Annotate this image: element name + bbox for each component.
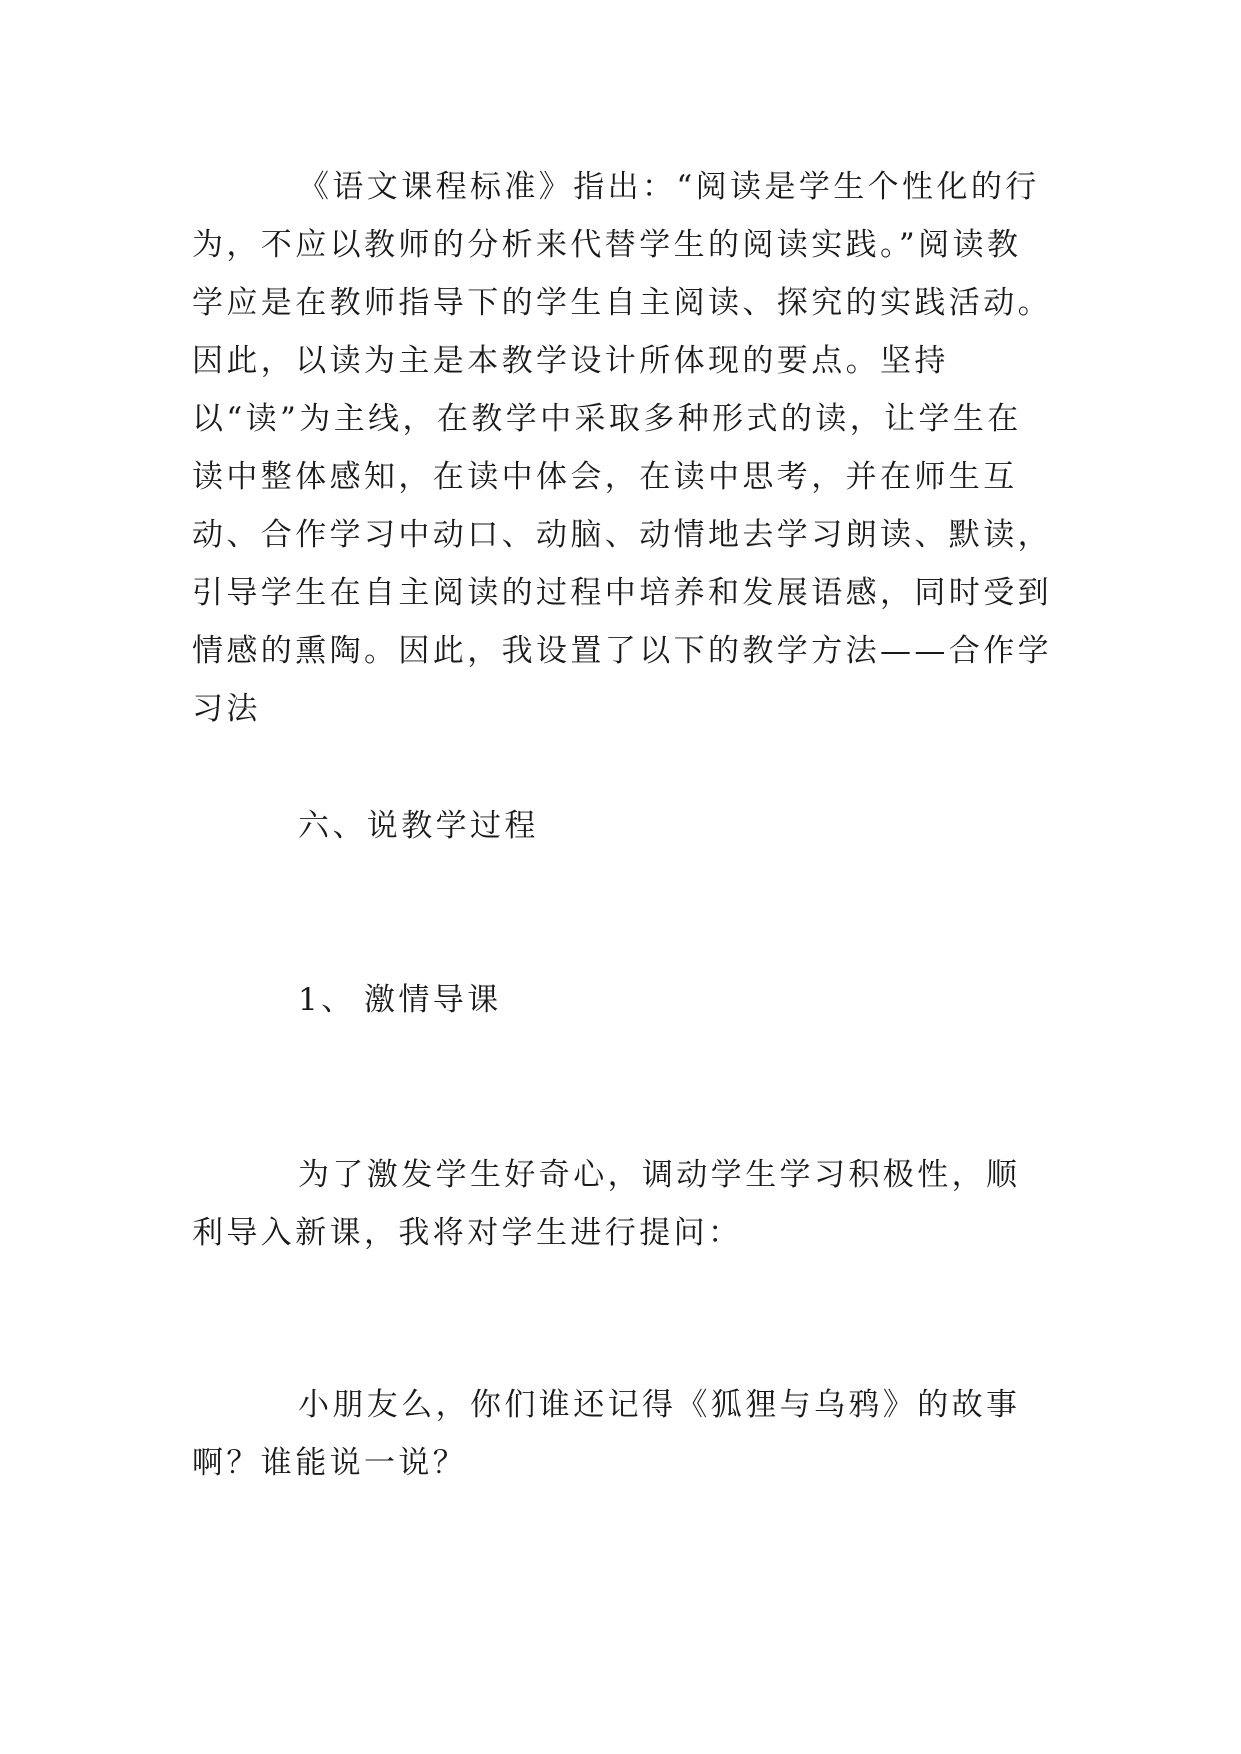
sub-heading-text: 激情导课 bbox=[364, 982, 502, 1018]
body-paragraph-question: 小朋友么，你们谁还记得《狐狸与乌鸦》的故事啊？谁能说一说？ bbox=[192, 1387, 1021, 1481]
section-heading-teaching-process: 六、说教学过程 bbox=[298, 808, 539, 844]
body-paragraph-teaching-method: 《语文课程标准》指出：“阅读是学生个性化的行为，不应以教师的分析来代替学生的阅读实践。”阅读教学应是在教师指导下的学生自主阅读、探究的实践活动。因此，以读为主是本教学设计所体现的要点。坚持以“读”为主线，在教学中采取多种形式的读，让学生在读中整体感知，在读中体会，在读中思考，并在师生互动、合作学习中动口、动脑、动情地去学习朗读、默读，引导学生在自主阅读的过程中培养和发展语感，同时受到情感的熏陶。因此，我设置了以下的教学方法——合作学习法 bbox=[192, 169, 1052, 727]
body-paragraph-intro: 为了激发学生好奇心，调动学生学习积极性，顺利导入新课，我将对学生进行提问： bbox=[192, 1157, 1021, 1251]
sub-heading-intro bbox=[298, 971, 502, 1029]
sub-heading-number: 1、 bbox=[298, 982, 356, 1018]
